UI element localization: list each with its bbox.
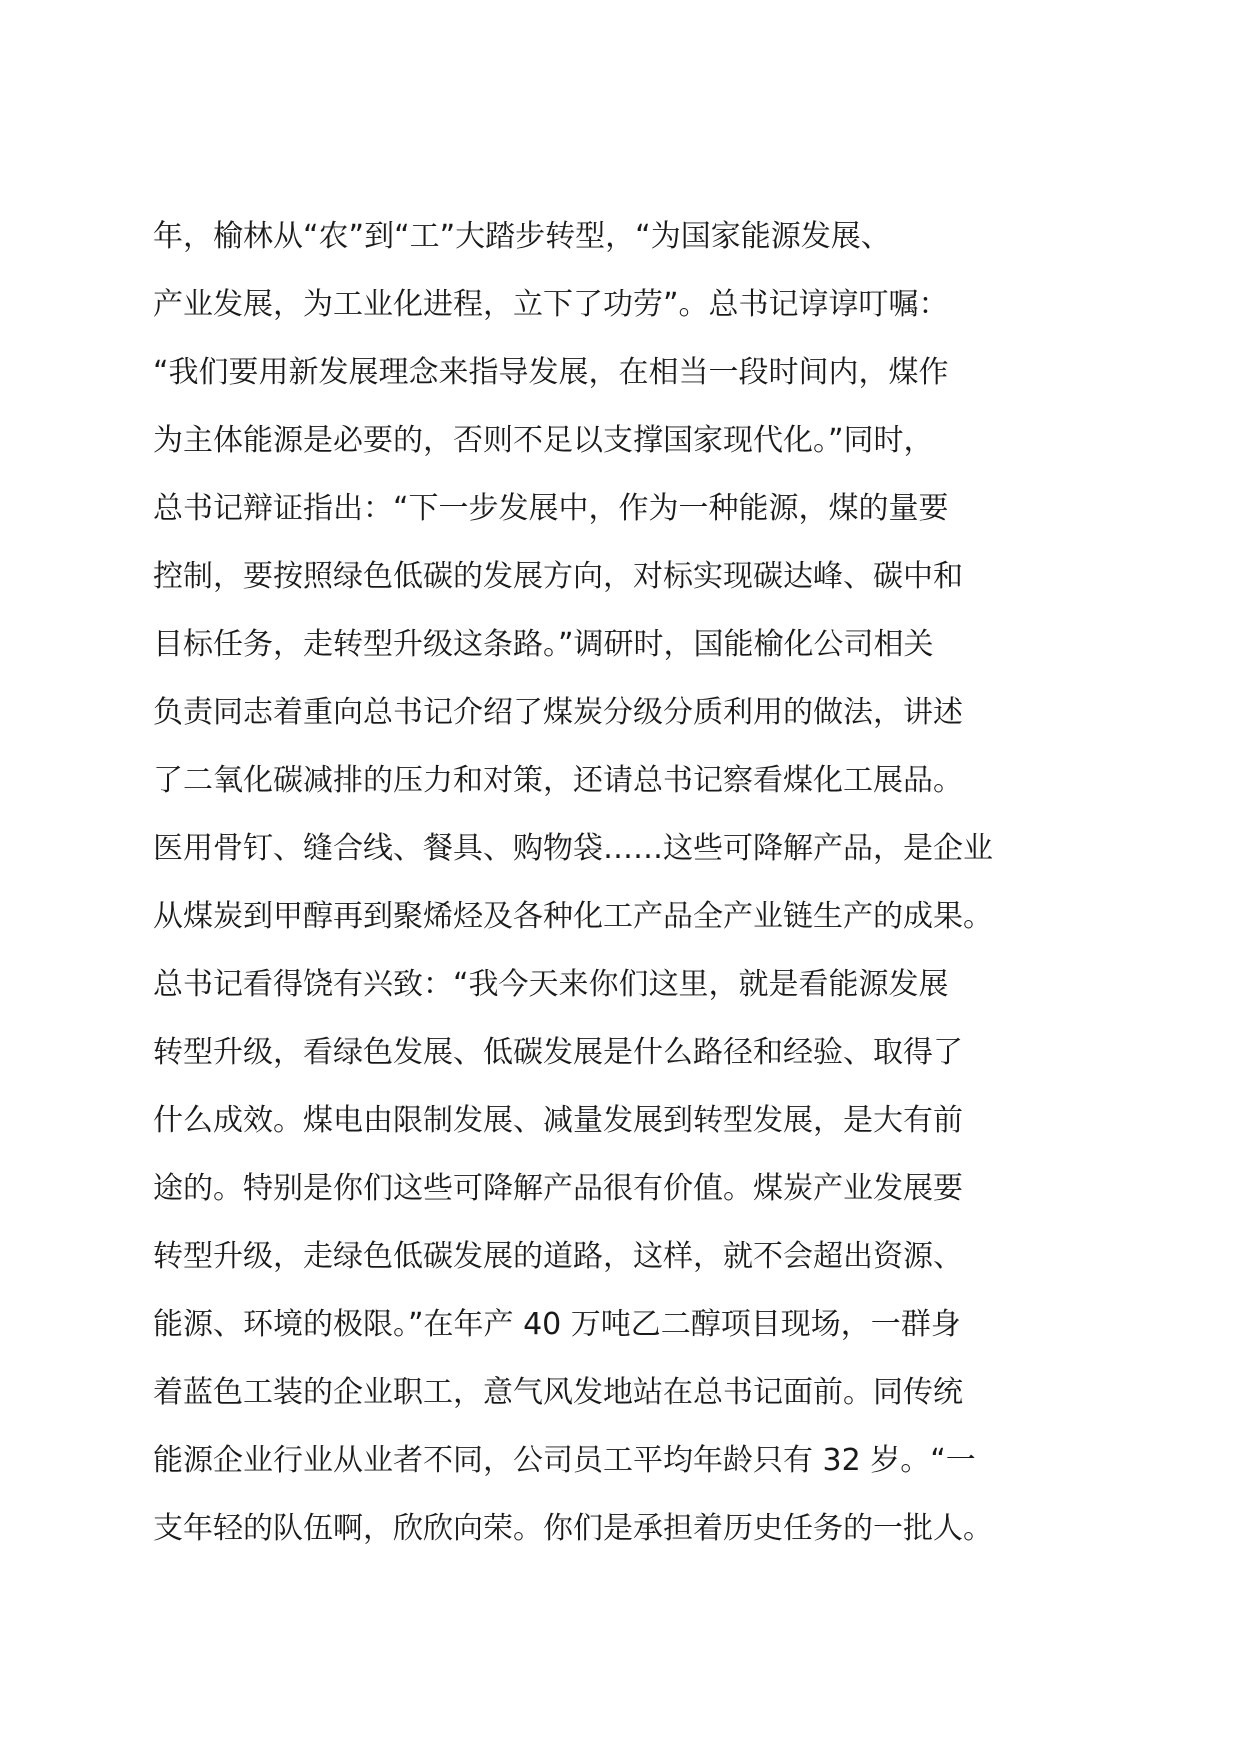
text-line: 转型升级，走绿色低碳发展的道路，这样，就不会超出资源、 <box>153 1239 963 1274</box>
text-line: 目标任务，走转型升级这条路。”调研时，国能榆化公司相关 <box>153 627 934 662</box>
text-line: 能源、环境的极限。”在年产 40 万吨乙二醇项目现场，一群身 <box>153 1307 961 1342</box>
body-paragraph <box>153 203 1093 1563</box>
text-line: 着蓝色工装的企业职工，意气风发地站在总书记面前。同传统 <box>153 1375 963 1410</box>
text-line: 转型升级，看绿色发展、低碳发展是什么路径和经验、取得了 <box>153 1035 963 1070</box>
text-line: 为主体能源是必要的，否则不足以支撑国家现代化。”同时， <box>153 423 934 458</box>
text-line: 年，榆林从“农”到“工”大踏步转型，“为国家能源发展、 <box>153 219 891 254</box>
text-line: 了二氧化碳减排的压力和对策，还请总书记察看煤化工展品。 <box>153 763 963 798</box>
text-line: 负责同志着重向总书记介绍了煤炭分级分质利用的做法，讲述 <box>153 695 963 730</box>
text-line: 医用骨钉、缝合线、餐具、购物袋……这些可降解产品，是企业 <box>153 831 993 866</box>
text-line: 什么成效。煤电由限制发展、减量发展到转型发展，是大有前 <box>153 1103 963 1138</box>
text-line: 总书记辩证指出：“下一步发展中，作为一种能源，煤的量要 <box>153 491 949 526</box>
text-line: 控制，要按照绿色低碳的发展方向，对标实现碳达峰、碳中和 <box>153 559 963 594</box>
text-line: “我们要用新发展理念来指导发展，在相当一段时间内，煤作 <box>153 355 949 390</box>
text-line: 途的。特别是你们这些可降解产品很有价值。煤炭产业发展要 <box>153 1171 963 1206</box>
text-line: 产业发展，为工业化进程，立下了功劳”。总书记谆谆叮嘱： <box>153 287 949 322</box>
text-line: 能源企业行业从业者不同，公司员工平均年龄只有 32 岁。“一 <box>153 1443 976 1478</box>
text-line: 总书记看得饶有兴致：“我今天来你们这里，就是看能源发展 <box>153 967 949 1002</box>
text-line: 支年轻的队伍啊，欣欣向荣。你们是承担着历史任务的一批人。 <box>153 1511 993 1546</box>
text-line: 从煤炭到甲醇再到聚烯烃及各种化工产品全产业链生产的成果。 <box>153 899 993 934</box>
